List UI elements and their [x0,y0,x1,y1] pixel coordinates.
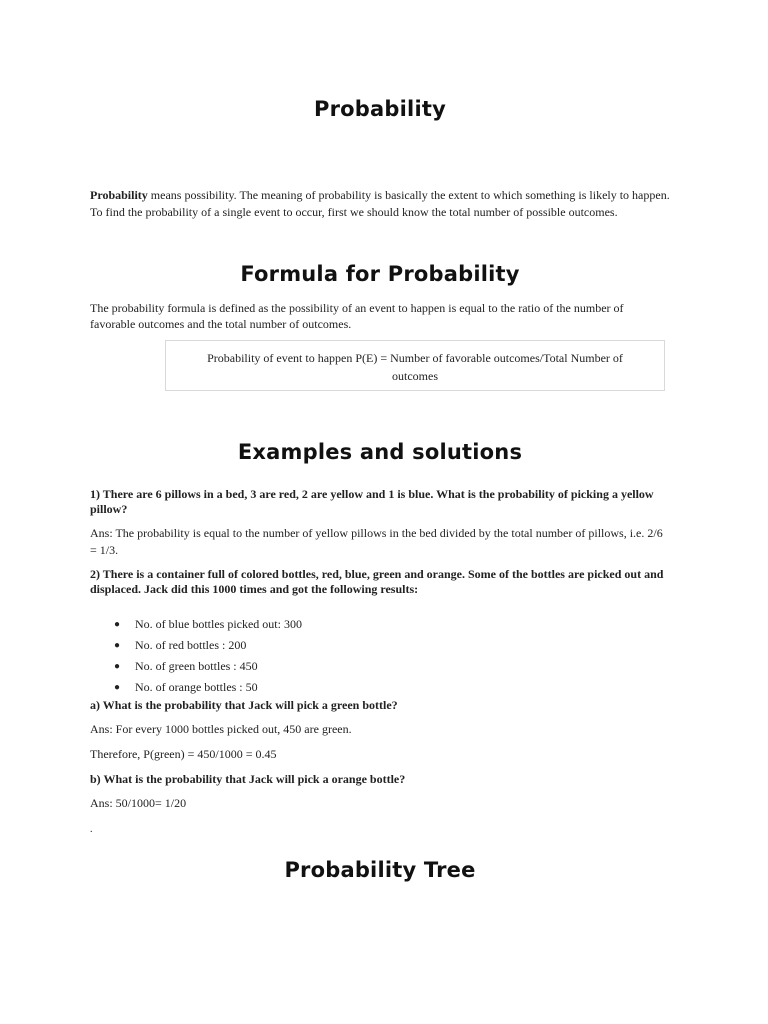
list-item-text: No. of blue bottles picked out: 300 [135,617,302,631]
question-2b: b) What is the probability that Jack will pick a orange bottle? [90,772,406,786]
formula-box: Probability of event to happen P(E) = Number of favorable outcomes/Total Number of outcomes [165,340,665,391]
bullet-icon: ● [114,682,121,693]
list-item [90,614,670,635]
answer-2b: Ans: 50/1000= 1/20 [90,796,187,810]
results-list [90,614,670,698]
page-title: Probability [314,97,446,121]
intro-term: Probability [90,188,148,202]
list-item [90,677,670,698]
question-1: 1) There are 6 pillows in a bed, 3 are red, 2 are yellow and 1 is blue. What is the probability of picking a yellow pillow? [90,487,654,516]
tree-heading: Probability Tree [284,858,476,882]
formula-heading: Formula for Probability [240,262,520,286]
bullet-icon: ● [114,640,121,651]
question-2a: a) What is the probability that Jack will pick a green bottle? [90,698,398,712]
trailing-dot: . [90,824,93,835]
list-item-text: No. of red bottles : 200 [135,638,247,652]
intro-text: means possibility. The meaning of probability is basically the extent to which something is likely to happen. To find the probability of a single event to occur, first we should know the total number of possible outcomes. [90,188,670,219]
examples-heading: Examples and solutions [237,440,523,464]
answer-1: Ans: The probability is equal to the number of yellow pillows in the bed divided by the total number of pillows, i.e. 2/6 = 1/3. [90,526,663,557]
answer-2a-line-2: Therefore, P(green) = 450/1000 = 0.45 [90,747,277,761]
bullet-icon: ● [114,661,121,672]
intro-paragraph [90,187,670,221]
bullet-icon: ● [114,619,121,630]
list-item [90,656,670,677]
list-item [90,635,670,656]
list-item-text: No. of green bottles : 450 [135,659,258,673]
question-2: 2) There is a container full of colored bottles, red, blue, green and orange. Some of the bottles are picked out and displaced. Jack did this 1000 times and got the following results: [90,567,664,596]
formula-description: The probability formula is defined as the possibility of an event to happen is equal to the ratio of the number of favorable outcomes and the total number of outcomes. [90,301,624,331]
answer-2a-line-1: Ans: For every 1000 bottles picked out, 450 are green. [90,722,352,736]
list-item-text: No. of orange bottles : 50 [135,680,258,694]
